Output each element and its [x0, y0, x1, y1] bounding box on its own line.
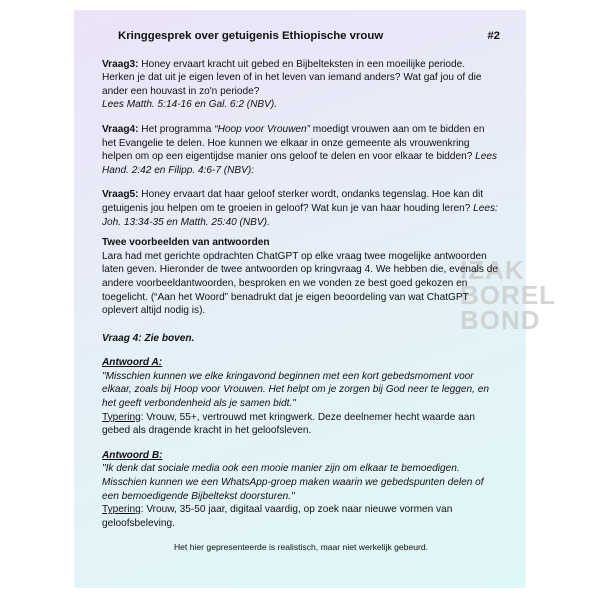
program-name: “Hoop voor Vrouwen”: [214, 123, 310, 135]
document-page: [74, 10, 556, 588]
question-text: moedigt vrouwen aan om te bidden en het Evangelie te delen. Hoe kunnen we elkaar in onze gemeente als vrouwenkring helpen om op een eigentijdse manier ons geloof te delen en voor elkaar te bidden?: [102, 123, 485, 163]
typering-text: : Vrouw, 55+, vertrouwd met kringwerk. Deze deelnemer hecht waarde aan gebed als dragende kracht in het geloofsleven.: [102, 411, 476, 437]
question-label: Vraag5:: [102, 189, 139, 201]
question-text: Het programma: [138, 123, 215, 135]
footer-note: Het hier gepresenteerde is realistisch, maar niet werkelijk gebeurd.: [173, 542, 429, 553]
answer-quote: "Ik denk dat sociale media ook een mooie manier zijn om elkaar te bemoedigen. Misschien kunnen we een WhatsApp-groep maken waarin we gebedspunten delen of een bemoedigende Bijbeltekst doorsturen.": [102, 463, 484, 502]
answer-label: Antwoord B:: [102, 449, 163, 461]
question-reference: Lees Hand. 2:42 en Filipp. 4:6-7 (NBV):: [102, 151, 498, 176]
typering-label: Typering: [102, 411, 141, 423]
question-reference: Lees Matth. 5:14-16 en Gal. 6:2 (NBV).: [102, 99, 278, 111]
answer-b: [102, 449, 500, 531]
answer-label: Antwoord A:: [102, 357, 163, 369]
examples-intro: Lara had met gerichte opdrachten ChatGPT op elke vraag twee mogelijke antwoorden laten geven. Hieronder de twee antwoorden op kringvraag 4. We hebben die, evenals de andere voorbeeldantwoorden, besproken en we vonden ze best goed gekozen en toegelicht. (“Aan het Woord” benadrukt dat je eigen beoordeling van wat ChatGPT oplevert altijd nodig is).: [102, 250, 498, 317]
answer-a: [102, 356, 500, 438]
answer-quote: "Misschien kunnen we elke kringavond beginnen met een kort gebedsmoment voor elkaar, zoals bij Hoop voor Vrouwen. Het helpt om je zorgen bij God neer te leggen, en het geeft verbondenheid als je samen bidt.": [102, 370, 489, 410]
typering-text: : Vrouw, 35-50 jaar, digitaal vaardig, op zoek naar nieuwe vormen van geloofsbeleving.: [102, 504, 453, 529]
page-header: [102, 30, 500, 44]
question-label: Vraag4:: [102, 123, 139, 135]
question-text: Honey ervaart dat haar geloof sterker wordt, ondanks tegenslag. Hoe kan dit getuigenis jou helpen om te groeien in geloof? Wat kun je van haar houding leren?: [102, 189, 483, 214]
question-3: [102, 58, 500, 112]
watermark-line: BOREL: [460, 280, 556, 310]
question-label: Vraag3:: [102, 58, 139, 70]
question-text: Honey ervaart kracht uit gebed en Bijbelteksten in een moeilijke periode. Herken je dat uit je eigen leven of in het leven van iemand anders? Wat gaf jou of die ander een houvast in zo'n periode?: [102, 58, 482, 97]
page-number: #2: [487, 30, 500, 42]
watermark-line: BOND: [460, 305, 541, 335]
watermark-line: IZAK: [460, 255, 525, 285]
question-4: [102, 123, 500, 177]
examples-heading: Twee voorbeelden van antwoorden: [102, 237, 270, 249]
typering-label: Typering: [102, 504, 141, 516]
page-title: Kringgesprek over getuigenis Ethiopische vrouw: [118, 30, 384, 42]
document-content: [102, 30, 500, 555]
question-5: [102, 188, 500, 229]
question-reference-line: Vraag 4: Zie boven.: [102, 332, 195, 344]
question-reference: Lees: Joh. 13:34-35 en Matth. 25:40 (NBV).: [102, 202, 498, 228]
